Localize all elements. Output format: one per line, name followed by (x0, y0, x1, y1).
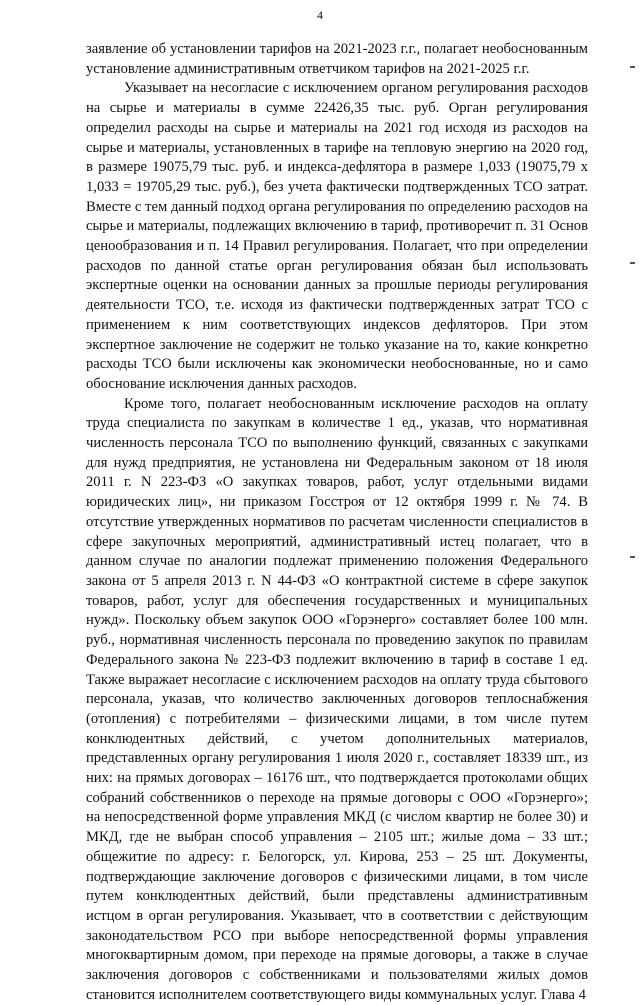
paragraph-tariff-continuation: заявление об установлении тарифов на 2021-2023 г.г., полагает необоснованным установление административным ответчиком тарифов на 2021-2025 г.г. (86, 41, 588, 77)
margin-mark (630, 262, 635, 264)
paragraph-procurement-staff: Кроме того, полагает необоснованным исключение расходов на оплату труда специалиста по закупкам в количестве 1 ед., указав, что нормативная численность персонала ТСО по выполнению функций, связанных с закупками для нужд предприятия, не установлена ни Федеральным законом от 18 июля 2011 г. N 223-ФЗ «О закупках товаров, работ, услуг отдельными видами юридических лиц», ни приказом Госстроя от 12 октября 1999 г. № 74. В отсутствие утвержденных нормативов по расчетам численности специалистов в сфере закупочных мероприятий, административный истец полагает, что в данном случае по аналогии подлежат применению положения Федерального закона от 5 апреля 2013 г. N 44-ФЗ «О контрактной системе в сфере закупок товаров, работ, услуг для обеспечения государственных и муниципальных нужд». Поскольку объем закупок ООО «Горэнерго» составляет более 100 млн. руб., нормативная численность персонала по проведению закупок по правилам Федерального закона № 223-ФЗ подлежит включению в тариф в составе 1 ед. Также выражает несогласие с исключением расходов на оплату труда сбытового персонала, указав, что количество заключенных договоров теплоснабжения (отопления) с потребителями – физическими лицами, в том числе путем конклюдентных действий, с учетом дополнительных материалов, представленных органу регулирования 1 июля 2020 г., составляет 18339 шт., из них: на прямых договорах – 16176 шт., что подтверждается протоколами общих собраний собственников о переходе на прямые договоры с ООО «Горэнерго»; на непосредственной форме управления МКД (с числом квартир не более 30) и МКД, где не выбран способ управления – 2105 шт.; жилые дома – 33 шт.; общежитие по адресу: г. Белогорск, ул. Кирова, 253 – 25 шт. Документы, подтверждающие заключение договоров с физическими лицами, в том числе путем конклюдентных действий, были представлены административным истцом в орган регулирования. Указывает, что в соответствии с действующим законодательством РСО при выборе непосредственной формы управления многоквартирным домом, при переходе на прямые договоры, а также в случае заключения договоров с собственниками и пользователями жилых домов становится исполнителем соответствующего виды коммунальных услуг. Глава 4 (86, 395, 588, 1003)
document-body (86, 40, 588, 1005)
page-number: 4 (317, 8, 323, 22)
margin-mark (630, 66, 635, 68)
margin-mark (630, 556, 635, 558)
paragraph-raw-materials: Указывает на несогласие с исключением органом регулирования расходов на сырье и материалы в сумме 22426,35 тыс. руб. Орган регулирования определил расходы на сырье и материалы на 2021 год исходя из расходов на сырье и материалы, установленных в тарифе на тепловую энергию на 2020 год, в размере 19075,79 тыс. руб. и индекса-дефлятора в размере 1,033 (19075,79 х 1,033 = 19705,29 тыс. руб.), без учета фактически подтвержденных ТСО затрат. Вместе с тем данный подход органа регулирования по определению расходов на сырье и материалы, подлежащих включению в тариф, противоречит п. 31 Основ ценообразования и п. 14 Правил регулирования. Полагает, что при определении расходов по данной статье орган регулирования обязан был использовать экспертные оценки на основании данных за прошлые периоды регулирования деятельности ТСО, т.е. исходя из фактически подтвержденных затрат ТСО с применением к ним соответствующих индексов дефляторов. При этом экспертное заключение не содержит не только указание на то, какие конкретно расходы ТСО были исключены как экономически необоснованные, но и само обоснование исключения данных расходов. (86, 80, 588, 392)
